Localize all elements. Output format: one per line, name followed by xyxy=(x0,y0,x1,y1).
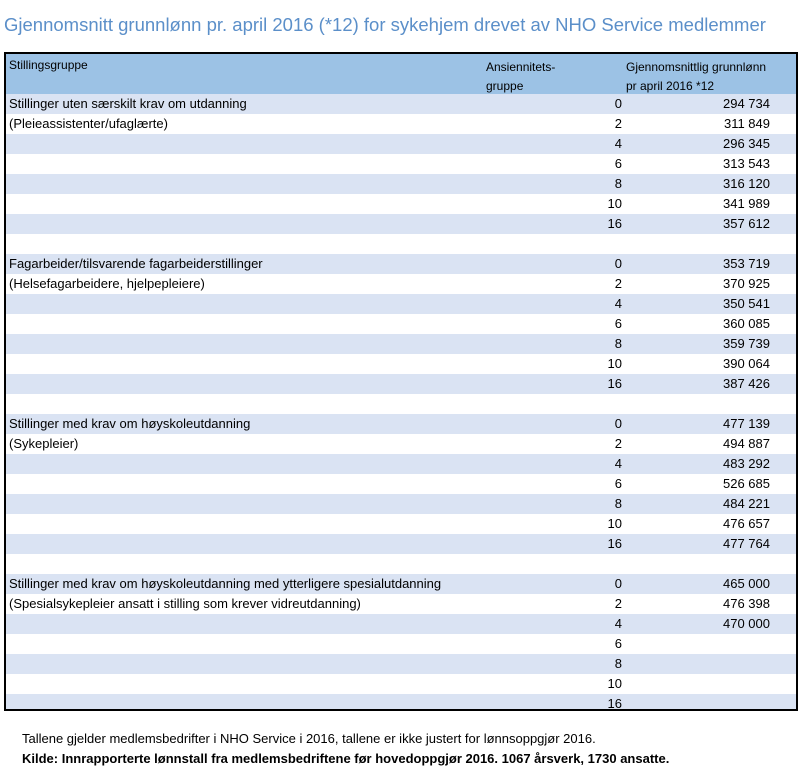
table-row xyxy=(6,434,796,454)
cell-grunnlonn: 476 398 xyxy=(723,596,770,611)
table-row xyxy=(6,274,796,294)
cell-ansiennitet: 2 xyxy=(614,436,622,451)
table-row xyxy=(6,694,796,711)
cell-ansiennitet: 6 xyxy=(614,156,622,171)
cell-stillingsgruppe: (Helsefagarbeidere, hjelpepleiere) xyxy=(9,276,205,291)
cell-grunnlonn: 390 064 xyxy=(723,356,770,371)
salary-table xyxy=(4,52,798,711)
cell-ansiennitet: 0 xyxy=(614,256,622,271)
table-row xyxy=(6,194,796,214)
table-row xyxy=(6,134,796,154)
table-row xyxy=(6,314,796,334)
header-grunnlonn xyxy=(626,58,766,96)
cell-stillingsgruppe: (Sykepleier) xyxy=(9,436,79,451)
cell-stillingsgruppe: Stillinger uten særskilt krav om utdanning xyxy=(9,96,247,111)
cell-grunnlonn: 477 764 xyxy=(723,536,770,551)
cell-ansiennitet: 16 xyxy=(607,536,622,551)
header-ansiennitetsgruppe xyxy=(486,58,555,96)
cell-ansiennitet: 0 xyxy=(614,416,622,431)
source-note: Kilde: Innrapporterte lønnstall fra medlemsbedriftene før hovedoppgjør 2016. 1067 årsverk, 1730 ansatte. xyxy=(22,751,670,766)
cell-ansiennitet: 2 xyxy=(614,116,622,131)
table-row xyxy=(6,474,796,494)
table-row xyxy=(6,554,796,574)
table-row xyxy=(6,454,796,474)
cell-grunnlonn: 470 000 xyxy=(723,616,770,631)
cell-ansiennitet: 0 xyxy=(614,96,622,111)
cell-ansiennitet: 8 xyxy=(614,176,622,191)
cell-stillingsgruppe: (Spesialsykepleier ansatt i stilling som krever vidreutdanning) xyxy=(9,596,361,611)
table-row xyxy=(6,394,796,414)
cell-grunnlonn: 483 292 xyxy=(723,456,770,471)
cell-grunnlonn: 316 120 xyxy=(723,176,770,191)
table-row xyxy=(6,234,796,254)
table-row xyxy=(6,354,796,374)
cell-stillingsgruppe: (Pleieassistenter/ufaglærte) xyxy=(9,116,168,131)
cell-grunnlonn: 360 085 xyxy=(723,316,770,331)
cell-ansiennitet: 8 xyxy=(614,656,622,671)
cell-ansiennitet: 8 xyxy=(614,496,622,511)
cell-grunnlonn: 296 345 xyxy=(723,136,770,151)
cell-ansiennitet: 10 xyxy=(607,196,622,211)
cell-ansiennitet: 10 xyxy=(607,356,622,371)
header-ansiennitet-line2: gruppe xyxy=(486,79,524,93)
cell-grunnlonn: 313 543 xyxy=(723,156,770,171)
cell-ansiennitet: 2 xyxy=(614,596,622,611)
cell-ansiennitet: 8 xyxy=(614,336,622,351)
cell-grunnlonn: 494 887 xyxy=(723,436,770,451)
header-ansiennitet-line1: Ansiennitets- xyxy=(486,60,556,74)
table-row xyxy=(6,514,796,534)
cell-grunnlonn: 359 739 xyxy=(723,336,770,351)
cell-ansiennitet: 6 xyxy=(614,476,622,491)
header-stillingsgruppe: Stillingsgruppe xyxy=(9,58,88,72)
table-row xyxy=(6,174,796,194)
table-row xyxy=(6,414,796,434)
cell-grunnlonn: 350 541 xyxy=(723,296,770,311)
cell-grunnlonn: 477 139 xyxy=(723,416,770,431)
table-row xyxy=(6,374,796,394)
cell-grunnlonn: 465 000 xyxy=(723,576,770,591)
table-row xyxy=(6,634,796,654)
cell-ansiennitet: 6 xyxy=(614,636,622,651)
table-row xyxy=(6,254,796,274)
cell-grunnlonn: 476 657 xyxy=(723,516,770,531)
table-row xyxy=(6,114,796,134)
cell-ansiennitet: 4 xyxy=(614,136,622,151)
table-row xyxy=(6,494,796,514)
table-row xyxy=(6,94,796,114)
cell-grunnlonn: 526 685 xyxy=(723,476,770,491)
cell-ansiennitet: 4 xyxy=(614,456,622,471)
cell-grunnlonn: 341 989 xyxy=(723,196,770,211)
cell-stillingsgruppe: Stillinger med krav om høyskoleutdanning xyxy=(9,416,251,431)
page-title: Gjennomsnitt grunnlønn pr. april 2016 (*12) for sykehjem drevet av NHO Service medlemmer xyxy=(4,14,766,35)
cell-grunnlonn: 387 426 xyxy=(723,376,770,391)
table-row xyxy=(6,674,796,694)
cell-ansiennitet: 6 xyxy=(614,316,622,331)
cell-ansiennitet: 16 xyxy=(607,376,622,391)
table-row xyxy=(6,654,796,674)
cell-grunnlonn: 484 221 xyxy=(723,496,770,511)
cell-ansiennitet: 0 xyxy=(614,576,622,591)
cell-stillingsgruppe: Stillinger med krav om høyskoleutdanning med ytterligere spesialutdanning xyxy=(9,576,442,591)
table-header xyxy=(6,54,796,94)
cell-grunnlonn: 311 849 xyxy=(723,116,770,131)
cell-ansiennitet: 4 xyxy=(614,296,622,311)
table-row xyxy=(6,574,796,594)
cell-ansiennitet: 10 xyxy=(607,676,622,691)
cell-ansiennitet: 10 xyxy=(607,516,622,531)
table-row xyxy=(6,334,796,354)
table-row xyxy=(6,534,796,554)
footnote: Tallene gjelder medlemsbedrifter i NHO Service i 2016, tallene er ikke justert for lønnsoppgjør 2016. xyxy=(22,731,596,746)
table-row xyxy=(6,214,796,234)
cell-ansiennitet: 4 xyxy=(614,616,622,631)
cell-ansiennitet: 16 xyxy=(607,216,622,231)
table-row xyxy=(6,614,796,634)
table-row xyxy=(6,594,796,614)
cell-ansiennitet: 16 xyxy=(607,696,622,711)
header-grunnlonn-line2: pr april 2016 *12 xyxy=(626,79,715,93)
cell-grunnlonn: 370 925 xyxy=(723,276,770,291)
cell-grunnlonn: 353 719 xyxy=(723,256,770,271)
cell-grunnlonn: 294 734 xyxy=(723,96,770,111)
table-body xyxy=(6,94,796,711)
cell-grunnlonn: 357 612 xyxy=(723,216,770,231)
cell-ansiennitet: 2 xyxy=(614,276,622,291)
table-row xyxy=(6,294,796,314)
cell-stillingsgruppe: Fagarbeider/tilsvarende fagarbeiderstillinger xyxy=(9,256,263,271)
header-grunnlonn-line1: Gjennomsnittlig grunnlønn xyxy=(626,60,767,74)
table-row xyxy=(6,154,796,174)
